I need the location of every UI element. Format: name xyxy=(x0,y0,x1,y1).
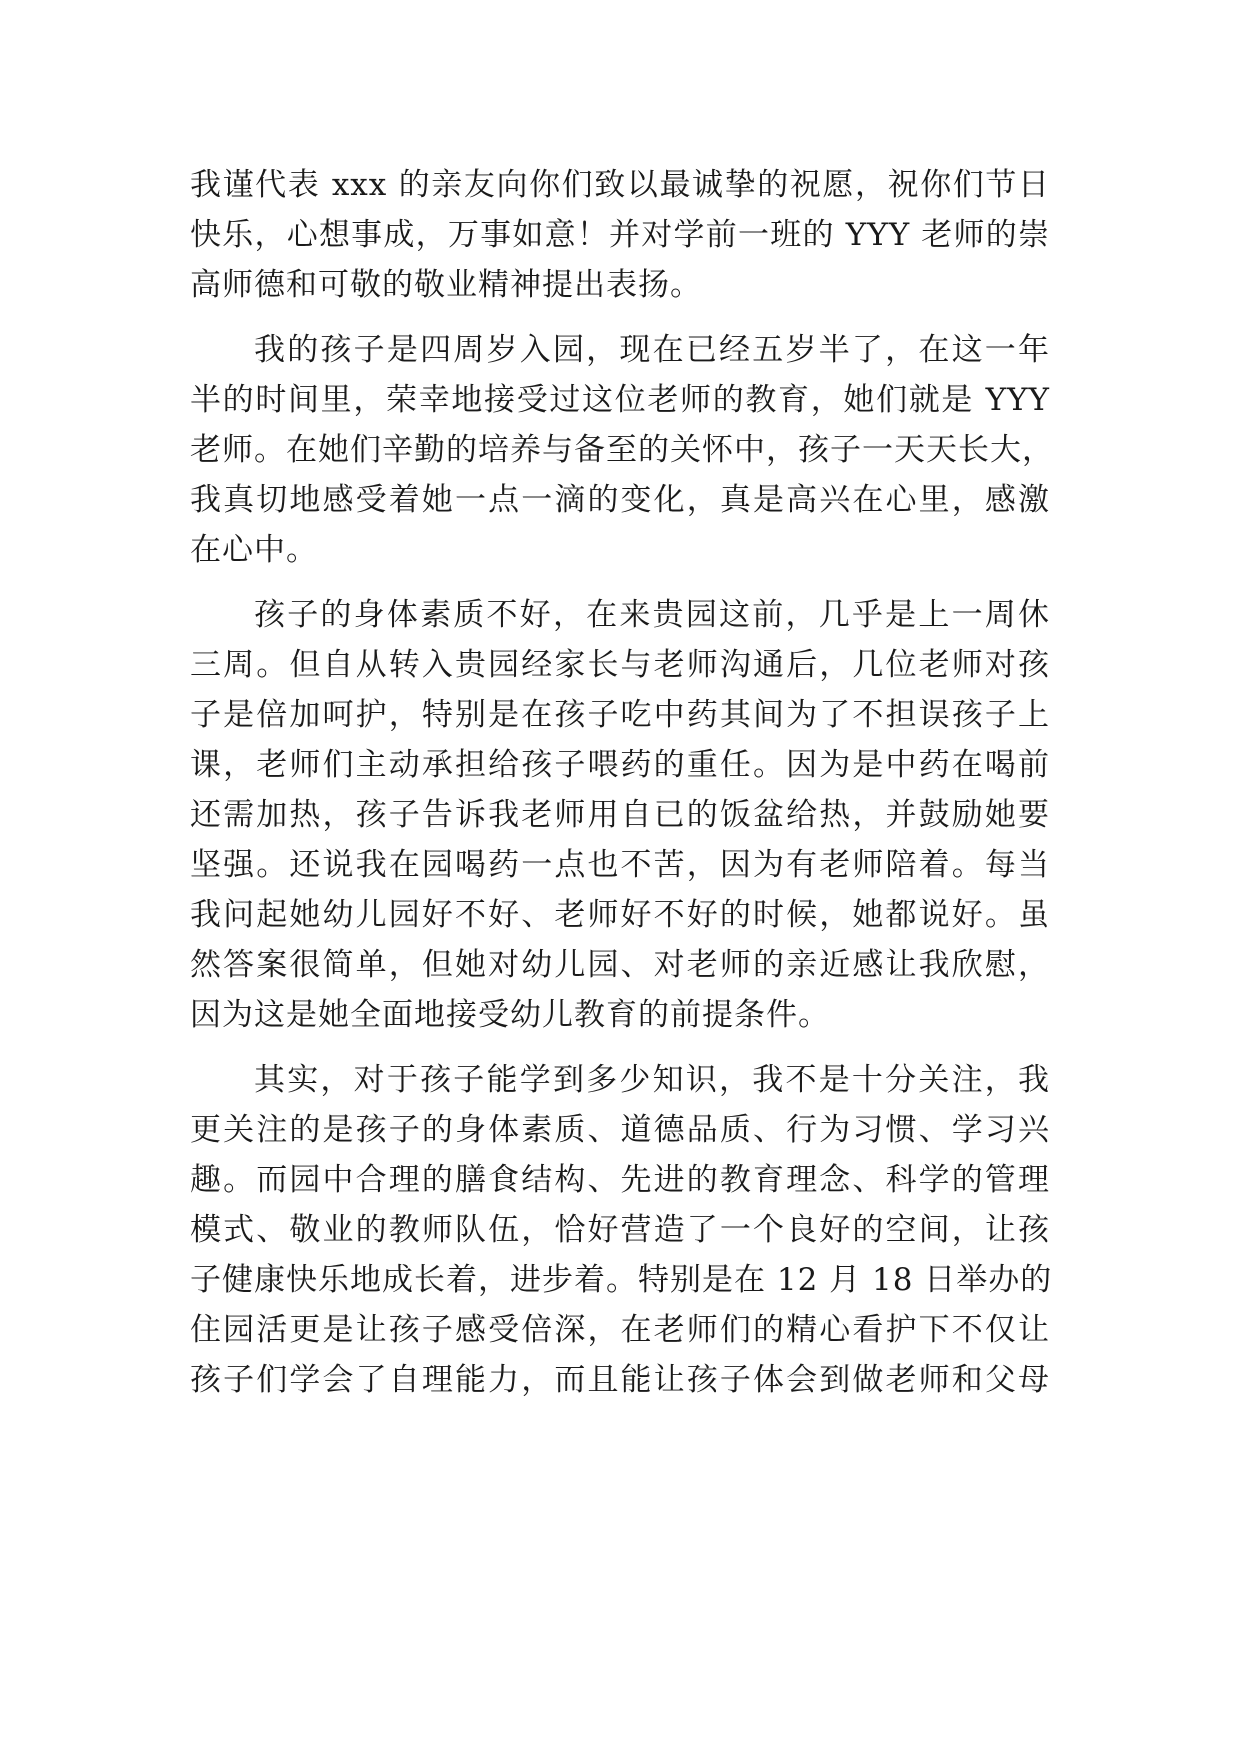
text-line: 我谨代表 xxx 的亲友向你们致以最诚挚的祝愿，祝你们节日 xyxy=(190,167,1050,203)
text-line: 半的时间里，荣幸地接受过这位老师的教育，她们就是 YYY xyxy=(190,382,1050,418)
text-line: 高师德和可敬的敬业精神提出表扬。 xyxy=(190,267,702,303)
text-line: 模式、敬业的教师队伍，恰好营造了一个良好的空间，让孩 xyxy=(190,1212,1050,1248)
text-line: 我问起她幼儿园好不好、老师好不好的时候，她都说好。虽 xyxy=(190,897,1050,933)
text-line: 课，老师们主动承担给孩子喂药的重任。因为是中药在喝前 xyxy=(190,747,1050,783)
paragraph-4 xyxy=(190,1055,1053,1405)
text-line: 然答案很简单，但她对幼儿园、对老师的亲近感让我欣慰， xyxy=(190,947,1050,983)
text-line: 更关注的是孩子的身体素质、道德品质、行为习惯、学习兴 xyxy=(190,1112,1050,1148)
text-line: 快乐，心想事成，万事如意！并对学前一班的 YYY 老师的崇 xyxy=(190,217,1050,253)
text-line: 在心中。 xyxy=(190,532,318,568)
document-body xyxy=(190,160,1054,1405)
text-line: 我的孩子是四周岁入园，现在已经五岁半了，在这一年 xyxy=(254,332,1050,368)
text-line: 子是倍加呵护，特别是在孩子吃中药其间为了不担误孩子上 xyxy=(190,697,1050,733)
text-line: 还需加热，孩子告诉我老师用自已的饭盆给热，并鼓励她要 xyxy=(190,797,1050,833)
text-line: 孩子们学会了自理能力，而且能让孩子体会到做老师和父母 xyxy=(190,1362,1050,1398)
text-line: 趣。而园中合理的膳食结构、先进的教育理念、科学的管理 xyxy=(190,1162,1050,1198)
text-line: 因为这是她全面地接受幼儿教育的前提条件。 xyxy=(190,997,830,1033)
text-line: 坚强。还说我在园喝药一点也不苦，因为有老师陪着。每当 xyxy=(190,847,1050,883)
text-line: 其实，对于孩子能学到多少知识，我不是十分关注，我 xyxy=(254,1062,1050,1098)
text-line: 子健康快乐地成长着，进步着。特别是在 12 月 18 日举办的 xyxy=(190,1262,1053,1298)
text-line: 三周。但自从转入贵园经家长与老师沟通后，几位老师对孩 xyxy=(190,647,1050,683)
paragraph-1 xyxy=(190,160,1050,310)
text-line: 孩子的身体素质不好，在来贵园这前，几乎是上一周休 xyxy=(254,597,1050,633)
text-line: 住园活更是让孩子感受倍深，在老师们的精心看护下不仅让 xyxy=(190,1312,1050,1348)
text-line: 老师。在她们辛勤的培养与备至的关怀中，孩子一天天长大， xyxy=(190,432,1054,468)
paragraph-2 xyxy=(190,325,1054,575)
text-line: 我真切地感受着她一点一滴的变化，真是高兴在心里，感激 xyxy=(190,482,1050,518)
paragraph-3 xyxy=(190,590,1050,1040)
